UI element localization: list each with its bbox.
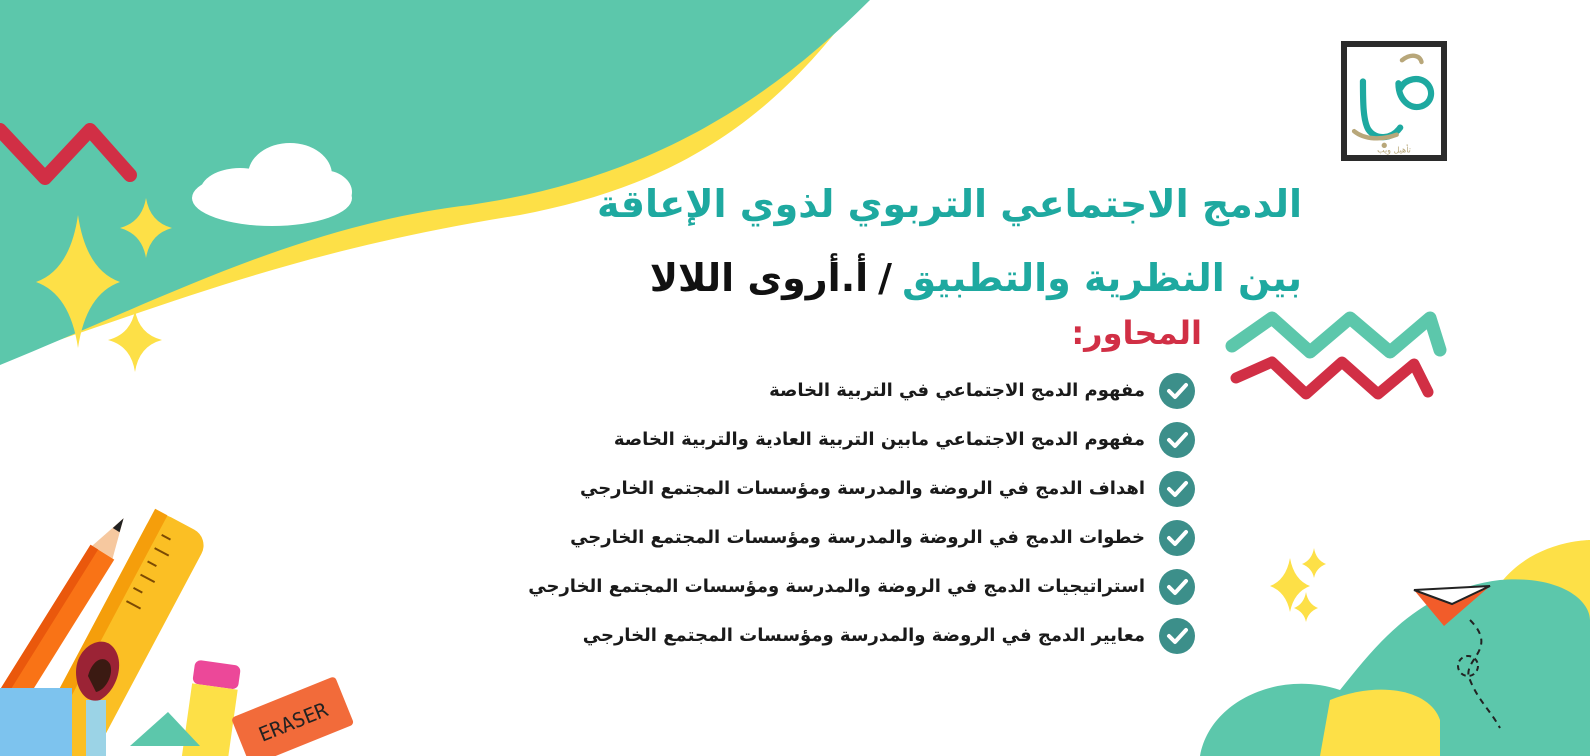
logo[interactable] — [1341, 41, 1447, 161]
list-item — [528, 464, 1195, 513]
subtitle-line — [650, 256, 1302, 300]
list-item — [528, 415, 1195, 464]
eraser-icon — [231, 676, 354, 756]
check-icon — [1159, 569, 1195, 605]
yellow-blob-bottom-small — [1320, 690, 1440, 756]
section-heading: المحاور: — [1071, 314, 1202, 352]
zigzag-icon — [1232, 318, 1440, 352]
check-icon — [1159, 422, 1195, 458]
author-name: أ.أروى اللالا — [649, 256, 869, 300]
sparkle-icon — [1302, 548, 1326, 578]
svg-text:تأهيل ويب: تأهيل ويب — [1377, 145, 1411, 155]
check-icon — [1159, 373, 1195, 409]
eraser-label: ERASER — [255, 697, 332, 747]
check-icon — [1159, 520, 1195, 556]
check-icon — [1159, 471, 1195, 507]
points-list — [528, 366, 1195, 660]
zigzag-icon — [1236, 362, 1428, 394]
sparkle-icon — [1294, 592, 1318, 622]
logo-mark — [1347, 47, 1441, 155]
list-item-text: استراتيجيات الدمج في الروضة والمدرسة ومؤسسات المجتمع الخارجي — [528, 576, 1145, 597]
list-item-text: خطوات الدمج في الروضة والمدرسة ومؤسسات المجتمع الخارجي — [570, 527, 1145, 548]
list-item — [528, 562, 1195, 611]
list-item — [528, 366, 1195, 415]
page-title: الدمج الاجتماعي التربوي لذوي الإعاقة — [597, 182, 1302, 226]
check-icon — [1159, 618, 1195, 654]
list-item — [528, 611, 1195, 660]
list-item-text: اهداف الدمج في الروضة والمدرسة ومؤسسات المجتمع الخارجي — [580, 478, 1145, 499]
list-item-text: مفهوم الدمج الاجتماعي في التربية الخاصة — [769, 380, 1145, 401]
blue-cup — [0, 688, 72, 756]
subtitle: بين النظرية والتطبيق — [902, 256, 1302, 300]
list-item — [528, 513, 1195, 562]
list-item-text: معايير الدمج في الروضة والمدرسة ومؤسسات المجتمع الخارجي — [582, 625, 1145, 646]
list-item-text: مفهوم الدمج الاجتماعي مابين التربية العادية والتربية الخاصة — [613, 429, 1145, 450]
title-separator: / — [878, 256, 893, 300]
